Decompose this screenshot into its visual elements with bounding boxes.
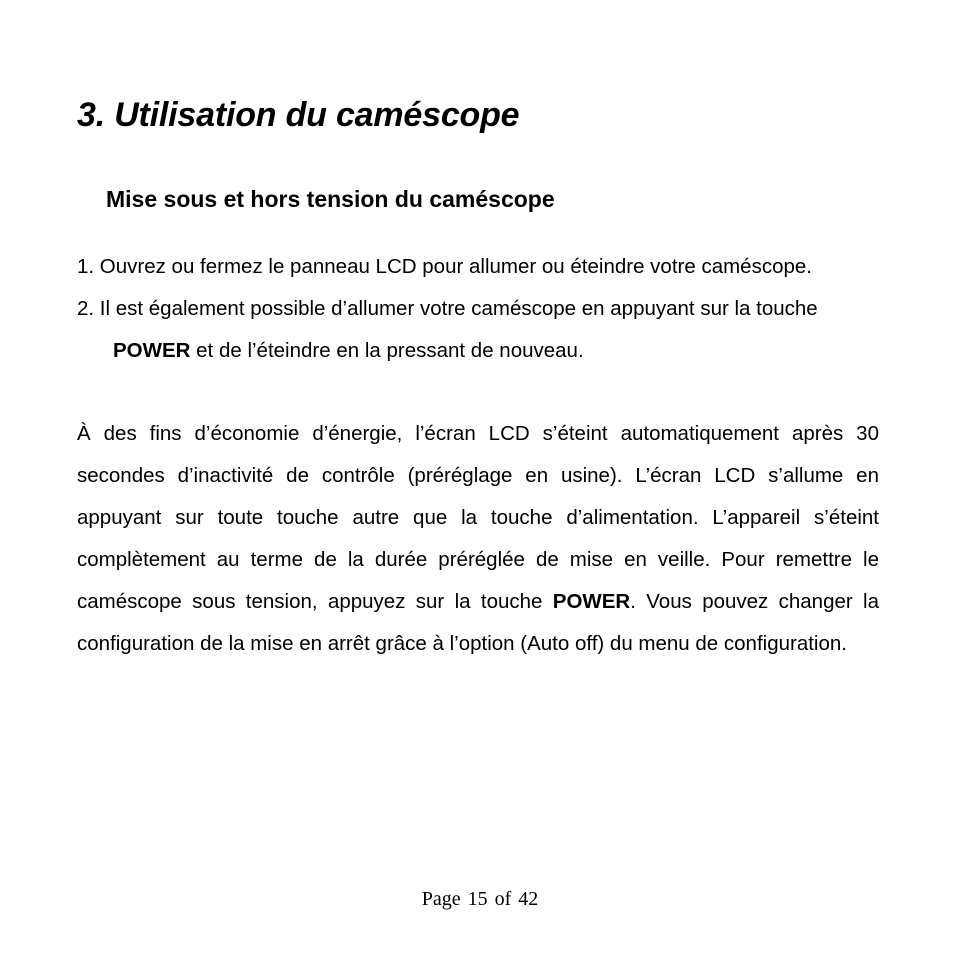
list-item: [77, 288, 887, 372]
list-item: [77, 246, 887, 288]
section-title: Mise sous et hors tension du caméscope: [106, 186, 555, 212]
list-item-text: 2. Il est également possible d’allumer votre caméscope en appuyant sur la touche: [77, 297, 818, 320]
paragraph-text: À des fins d’économie d’énergie, l’écran LCD s’éteint automatiquement après 30 secondes d’inactivité de contrôle (préréglage en usine). L’écran LCD s’allume en appuyant sur toute touche autre que la touche d’alimentation. L’appareil s’éteint complètement au terme de la durée préréglée de mise en veille. Pour remettre le caméscope sous tension, appuyez sur la touche: [77, 422, 879, 613]
chapter-title: 3. Utilisation du caméscope: [77, 96, 520, 134]
page-number: Page 15 of 42: [421, 888, 539, 910]
body-paragraph: [77, 413, 879, 665]
list-item-text-continued: et de l’éteindre en la pressant de nouveau.: [190, 339, 584, 362]
power-key-label: POWER: [552, 590, 631, 613]
paragraph-text-continued: . Vous pouvez changer la configuration de la mise en arrêt grâce à l’option (Auto off) du menu de configuration.: [77, 590, 880, 655]
power-key-label: POWER: [113, 339, 191, 362]
instruction-list: [77, 246, 887, 372]
list-item-text: 1. Ouvrez ou fermez le panneau LCD pour allumer ou éteindre votre caméscope.: [77, 255, 812, 278]
page-footer: [0, 888, 954, 911]
